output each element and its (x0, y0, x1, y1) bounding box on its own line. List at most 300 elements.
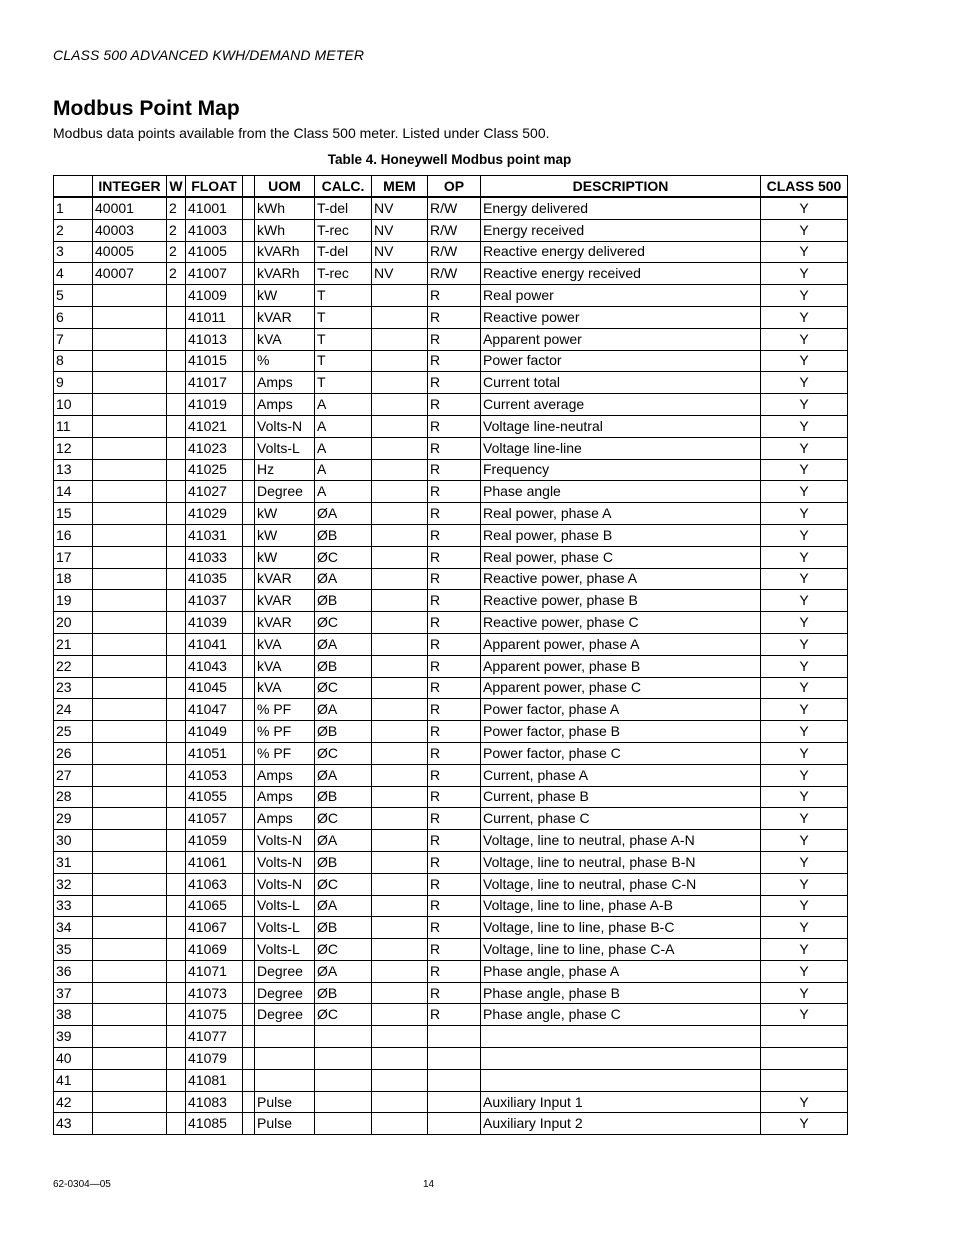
table-caption: Table 4. Honeywell Modbus point map (327, 152, 572, 167)
cell-uom: kW (255, 285, 315, 307)
cell-float: 41009 (186, 285, 243, 307)
cell-description: Voltage, line to line, phase C-A (481, 939, 761, 961)
cell-float: 41083 (186, 1091, 243, 1113)
cell-spacer (243, 939, 255, 961)
cell-integer (93, 808, 167, 830)
cell-class500: Y (761, 1004, 848, 1026)
cell-calc: T (315, 328, 372, 350)
modbus-point-map-table (53, 175, 848, 1135)
cell-mem (372, 786, 428, 808)
cell-spacer (243, 263, 255, 285)
table-row (54, 503, 848, 525)
table-row (54, 851, 848, 873)
cell-op: R/W (428, 219, 481, 241)
cell-spacer (243, 612, 255, 634)
cell-calc: T (315, 285, 372, 307)
cell-uom: kVAR (255, 306, 315, 328)
cell-mem (372, 1004, 428, 1026)
cell-spacer (243, 895, 255, 917)
cell-w (167, 415, 186, 437)
cell-integer (93, 873, 167, 895)
table-row (54, 1004, 848, 1026)
cell-index: 11 (54, 415, 93, 437)
cell-float: 41023 (186, 437, 243, 459)
cell-index: 17 (54, 546, 93, 568)
cell-op: R (428, 830, 481, 852)
cell-mem: NV (372, 263, 428, 285)
cell-class500: Y (761, 830, 848, 852)
cell-spacer (243, 699, 255, 721)
cell-op: R (428, 306, 481, 328)
cell-calc: ØB (315, 721, 372, 743)
cell-spacer (243, 437, 255, 459)
cell-w (167, 1069, 186, 1091)
cell-op (428, 1113, 481, 1135)
cell-uom: Volts-N (255, 415, 315, 437)
cell-w (167, 699, 186, 721)
cell-index: 33 (54, 895, 93, 917)
cell-index: 31 (54, 851, 93, 873)
table-row (54, 721, 848, 743)
cell-w (167, 786, 186, 808)
cell-description: Voltage line-neutral (481, 415, 761, 437)
cell-uom (255, 1069, 315, 1091)
table-row (54, 1091, 848, 1113)
col-header-spacer (243, 176, 255, 198)
cell-uom: Volts-L (255, 437, 315, 459)
cell-uom: kVAR (255, 612, 315, 634)
cell-integer (93, 1004, 167, 1026)
table-row (54, 1048, 848, 1070)
table-header-row (54, 176, 848, 198)
cell-integer (93, 481, 167, 503)
cell-index: 18 (54, 568, 93, 590)
cell-w (167, 568, 186, 590)
cell-w (167, 350, 186, 372)
cell-calc: ØB (315, 786, 372, 808)
cell-integer (93, 677, 167, 699)
cell-index: 23 (54, 677, 93, 699)
cell-float: 41037 (186, 590, 243, 612)
cell-class500 (761, 1048, 848, 1070)
cell-float: 41021 (186, 415, 243, 437)
cell-class500: Y (761, 873, 848, 895)
cell-mem (372, 699, 428, 721)
cell-description: Voltage, line to neutral, phase B-N (481, 851, 761, 873)
table-row (54, 830, 848, 852)
cell-op: R (428, 633, 481, 655)
table-row (54, 459, 848, 481)
cell-index: 29 (54, 808, 93, 830)
cell-float: 41017 (186, 372, 243, 394)
cell-class500: Y (761, 328, 848, 350)
cell-integer (93, 982, 167, 1004)
cell-mem (372, 851, 428, 873)
cell-class500: Y (761, 219, 848, 241)
cell-uom: Amps (255, 764, 315, 786)
cell-spacer (243, 1069, 255, 1091)
cell-float: 41013 (186, 328, 243, 350)
cell-integer (93, 895, 167, 917)
cell-w (167, 394, 186, 416)
cell-class500: Y (761, 524, 848, 546)
cell-float: 41025 (186, 459, 243, 481)
col-header-float: FLOAT (186, 176, 243, 198)
cell-w: 2 (167, 219, 186, 241)
cell-uom: kW (255, 546, 315, 568)
cell-spacer (243, 742, 255, 764)
cell-spacer (243, 1048, 255, 1070)
cell-mem (372, 546, 428, 568)
cell-integer (93, 764, 167, 786)
cell-spacer (243, 197, 255, 219)
cell-class500: Y (761, 306, 848, 328)
cell-class500: Y (761, 437, 848, 459)
cell-op: R (428, 960, 481, 982)
cell-float: 41063 (186, 873, 243, 895)
cell-index: 28 (54, 786, 93, 808)
cell-calc: ØA (315, 633, 372, 655)
cell-calc: ØB (315, 982, 372, 1004)
cell-class500: Y (761, 982, 848, 1004)
cell-mem (372, 917, 428, 939)
cell-uom: Degree (255, 982, 315, 1004)
cell-w (167, 1091, 186, 1113)
cell-uom: Amps (255, 394, 315, 416)
cell-mem (372, 721, 428, 743)
cell-class500: Y (761, 372, 848, 394)
cell-description: Phase angle (481, 481, 761, 503)
cell-calc: T-rec (315, 219, 372, 241)
cell-calc: T-del (315, 197, 372, 219)
table-row (54, 873, 848, 895)
cell-integer: 40003 (93, 219, 167, 241)
cell-mem (372, 1113, 428, 1135)
cell-spacer (243, 808, 255, 830)
cell-mem: NV (372, 241, 428, 263)
cell-index: 27 (54, 764, 93, 786)
cell-class500: Y (761, 481, 848, 503)
col-header-description: DESCRIPTION (481, 176, 761, 198)
cell-w (167, 1026, 186, 1048)
cell-calc (315, 1048, 372, 1070)
table-row (54, 568, 848, 590)
cell-class500: Y (761, 699, 848, 721)
cell-op: R (428, 590, 481, 612)
table-row (54, 677, 848, 699)
cell-mem (372, 590, 428, 612)
cell-op: R (428, 742, 481, 764)
cell-calc: A (315, 394, 372, 416)
cell-op (428, 1069, 481, 1091)
cell-uom: Volts-N (255, 873, 315, 895)
cell-float: 41029 (186, 503, 243, 525)
table-row (54, 437, 848, 459)
cell-integer (93, 568, 167, 590)
cell-uom: kVA (255, 633, 315, 655)
cell-index: 4 (54, 263, 93, 285)
cell-index: 30 (54, 830, 93, 852)
cell-uom: Volts-N (255, 830, 315, 852)
cell-calc: ØC (315, 546, 372, 568)
cell-w (167, 917, 186, 939)
table-row (54, 219, 848, 241)
cell-w (167, 808, 186, 830)
cell-calc: A (315, 437, 372, 459)
cell-mem (372, 459, 428, 481)
cell-index: 35 (54, 939, 93, 961)
cell-op: R (428, 415, 481, 437)
cell-float: 41057 (186, 808, 243, 830)
cell-op: R (428, 677, 481, 699)
cell-index: 5 (54, 285, 93, 307)
cell-spacer (243, 873, 255, 895)
table-row (54, 764, 848, 786)
cell-uom: % PF (255, 721, 315, 743)
cell-index: 8 (54, 350, 93, 372)
cell-float: 41055 (186, 786, 243, 808)
cell-float: 41035 (186, 568, 243, 590)
col-header-calc: CALC. (315, 176, 372, 198)
table-row (54, 982, 848, 1004)
cell-mem (372, 503, 428, 525)
cell-spacer (243, 568, 255, 590)
cell-float: 41027 (186, 481, 243, 503)
cell-uom: % PF (255, 699, 315, 721)
table-row (54, 197, 848, 219)
cell-description: Voltage, line to line, phase A-B (481, 895, 761, 917)
cell-op: R (428, 459, 481, 481)
cell-class500: Y (761, 197, 848, 219)
cell-uom: Volts-L (255, 939, 315, 961)
cell-float: 41081 (186, 1069, 243, 1091)
cell-float: 41039 (186, 612, 243, 634)
cell-class500: Y (761, 960, 848, 982)
cell-w (167, 895, 186, 917)
cell-float: 41015 (186, 350, 243, 372)
table-row (54, 590, 848, 612)
cell-calc: T (315, 350, 372, 372)
cell-spacer (243, 655, 255, 677)
cell-integer (93, 437, 167, 459)
col-header-uom: UOM (255, 176, 315, 198)
cell-calc: ØA (315, 960, 372, 982)
cell-description: Real power, phase C (481, 546, 761, 568)
cell-calc: ØC (315, 677, 372, 699)
cell-mem (372, 764, 428, 786)
cell-w (167, 764, 186, 786)
cell-index: 16 (54, 524, 93, 546)
cell-calc: T (315, 372, 372, 394)
cell-w (167, 524, 186, 546)
cell-description: Real power, phase A (481, 503, 761, 525)
cell-op: R (428, 1004, 481, 1026)
cell-class500: Y (761, 1091, 848, 1113)
cell-integer: 40007 (93, 263, 167, 285)
cell-index: 37 (54, 982, 93, 1004)
cell-mem (372, 437, 428, 459)
cell-integer (93, 742, 167, 764)
cell-description: Voltage, line to neutral, phase C-N (481, 873, 761, 895)
cell-description: Energy received (481, 219, 761, 241)
cell-op: R (428, 394, 481, 416)
table-row (54, 263, 848, 285)
cell-index: 20 (54, 612, 93, 634)
cell-index: 40 (54, 1048, 93, 1070)
cell-index: 38 (54, 1004, 93, 1026)
cell-index: 24 (54, 699, 93, 721)
cell-spacer (243, 1091, 255, 1113)
cell-index: 36 (54, 960, 93, 982)
cell-calc: ØA (315, 699, 372, 721)
cell-spacer (243, 350, 255, 372)
cell-spacer (243, 830, 255, 852)
cell-mem (372, 612, 428, 634)
cell-w (167, 1004, 186, 1026)
cell-description: Auxiliary Input 1 (481, 1091, 761, 1113)
cell-spacer (243, 633, 255, 655)
cell-integer (93, 1048, 167, 1070)
cell-spacer (243, 960, 255, 982)
cell-op: R (428, 372, 481, 394)
page-title: Modbus Point Map (53, 97, 240, 120)
table-row (54, 1113, 848, 1135)
cell-calc: A (315, 459, 372, 481)
cell-index: 1 (54, 197, 93, 219)
cell-spacer (243, 241, 255, 263)
cell-description: Phase angle, phase B (481, 982, 761, 1004)
cell-index: 13 (54, 459, 93, 481)
col-header-index (54, 176, 93, 198)
cell-w (167, 481, 186, 503)
cell-integer: 40001 (93, 197, 167, 219)
cell-integer (93, 285, 167, 307)
table-row (54, 241, 848, 263)
cell-class500: Y (761, 459, 848, 481)
cell-uom: Amps (255, 808, 315, 830)
table-row (54, 350, 848, 372)
cell-mem (372, 982, 428, 1004)
cell-w (167, 459, 186, 481)
cell-description: Phase angle, phase A (481, 960, 761, 982)
cell-description: Real power, phase B (481, 524, 761, 546)
cell-index: 19 (54, 590, 93, 612)
cell-class500: Y (761, 590, 848, 612)
cell-op: R/W (428, 241, 481, 263)
cell-float: 41059 (186, 830, 243, 852)
cell-integer (93, 546, 167, 568)
cell-op: R (428, 437, 481, 459)
doc-number: 62-0304—05 (53, 1179, 111, 1190)
col-header-mem: MEM (372, 176, 428, 198)
cell-class500: Y (761, 808, 848, 830)
cell-op: R (428, 808, 481, 830)
table-row (54, 285, 848, 307)
cell-calc: ØC (315, 873, 372, 895)
cell-calc: ØA (315, 830, 372, 852)
cell-index: 39 (54, 1026, 93, 1048)
cell-w (167, 633, 186, 655)
cell-description: Apparent power, phase A (481, 633, 761, 655)
cell-op: R/W (428, 263, 481, 285)
cell-mem (372, 677, 428, 699)
cell-calc (315, 1091, 372, 1113)
cell-calc: ØC (315, 742, 372, 764)
cell-mem (372, 633, 428, 655)
cell-op: R (428, 851, 481, 873)
page-number: 14 (423, 1179, 435, 1190)
cell-op: R (428, 328, 481, 350)
cell-float: 41077 (186, 1026, 243, 1048)
cell-float: 41053 (186, 764, 243, 786)
cell-uom: Amps (255, 372, 315, 394)
cell-uom: kVARh (255, 241, 315, 263)
cell-description: Voltage line-line (481, 437, 761, 459)
cell-index: 10 (54, 394, 93, 416)
table-row (54, 633, 848, 655)
cell-index: 42 (54, 1091, 93, 1113)
cell-integer (93, 590, 167, 612)
cell-float: 41007 (186, 263, 243, 285)
cell-class500: Y (761, 633, 848, 655)
cell-uom: kWh (255, 219, 315, 241)
cell-op: R (428, 503, 481, 525)
cell-class500: Y (761, 895, 848, 917)
cell-calc: A (315, 481, 372, 503)
table-row (54, 328, 848, 350)
cell-integer (93, 1113, 167, 1135)
cell-integer (93, 633, 167, 655)
cell-w (167, 1113, 186, 1135)
cell-calc: ØA (315, 895, 372, 917)
cell-class500 (761, 1069, 848, 1091)
cell-uom: Amps (255, 786, 315, 808)
cell-class500: Y (761, 415, 848, 437)
cell-description (481, 1048, 761, 1070)
cell-float: 41049 (186, 721, 243, 743)
cell-op: R (428, 786, 481, 808)
cell-class500: Y (761, 742, 848, 764)
cell-class500 (761, 1026, 848, 1048)
cell-uom: kW (255, 524, 315, 546)
cell-integer (93, 851, 167, 873)
cell-float: 41075 (186, 1004, 243, 1026)
cell-index: 34 (54, 917, 93, 939)
cell-integer (93, 699, 167, 721)
cell-float: 41003 (186, 219, 243, 241)
cell-description: Reactive power, phase C (481, 612, 761, 634)
cell-description: Apparent power, phase C (481, 677, 761, 699)
cell-uom (255, 1026, 315, 1048)
cell-calc: ØC (315, 1004, 372, 1026)
cell-uom: kW (255, 503, 315, 525)
cell-index: 7 (54, 328, 93, 350)
cell-calc: ØB (315, 524, 372, 546)
cell-mem (372, 415, 428, 437)
cell-mem (372, 895, 428, 917)
cell-calc: ØA (315, 568, 372, 590)
cell-float: 41041 (186, 633, 243, 655)
cell-w (167, 306, 186, 328)
cell-calc: T-del (315, 241, 372, 263)
cell-uom (255, 1048, 315, 1070)
cell-integer (93, 306, 167, 328)
cell-mem (372, 372, 428, 394)
cell-mem (372, 939, 428, 961)
table-row (54, 394, 848, 416)
cell-op: R (428, 568, 481, 590)
cell-integer (93, 830, 167, 852)
